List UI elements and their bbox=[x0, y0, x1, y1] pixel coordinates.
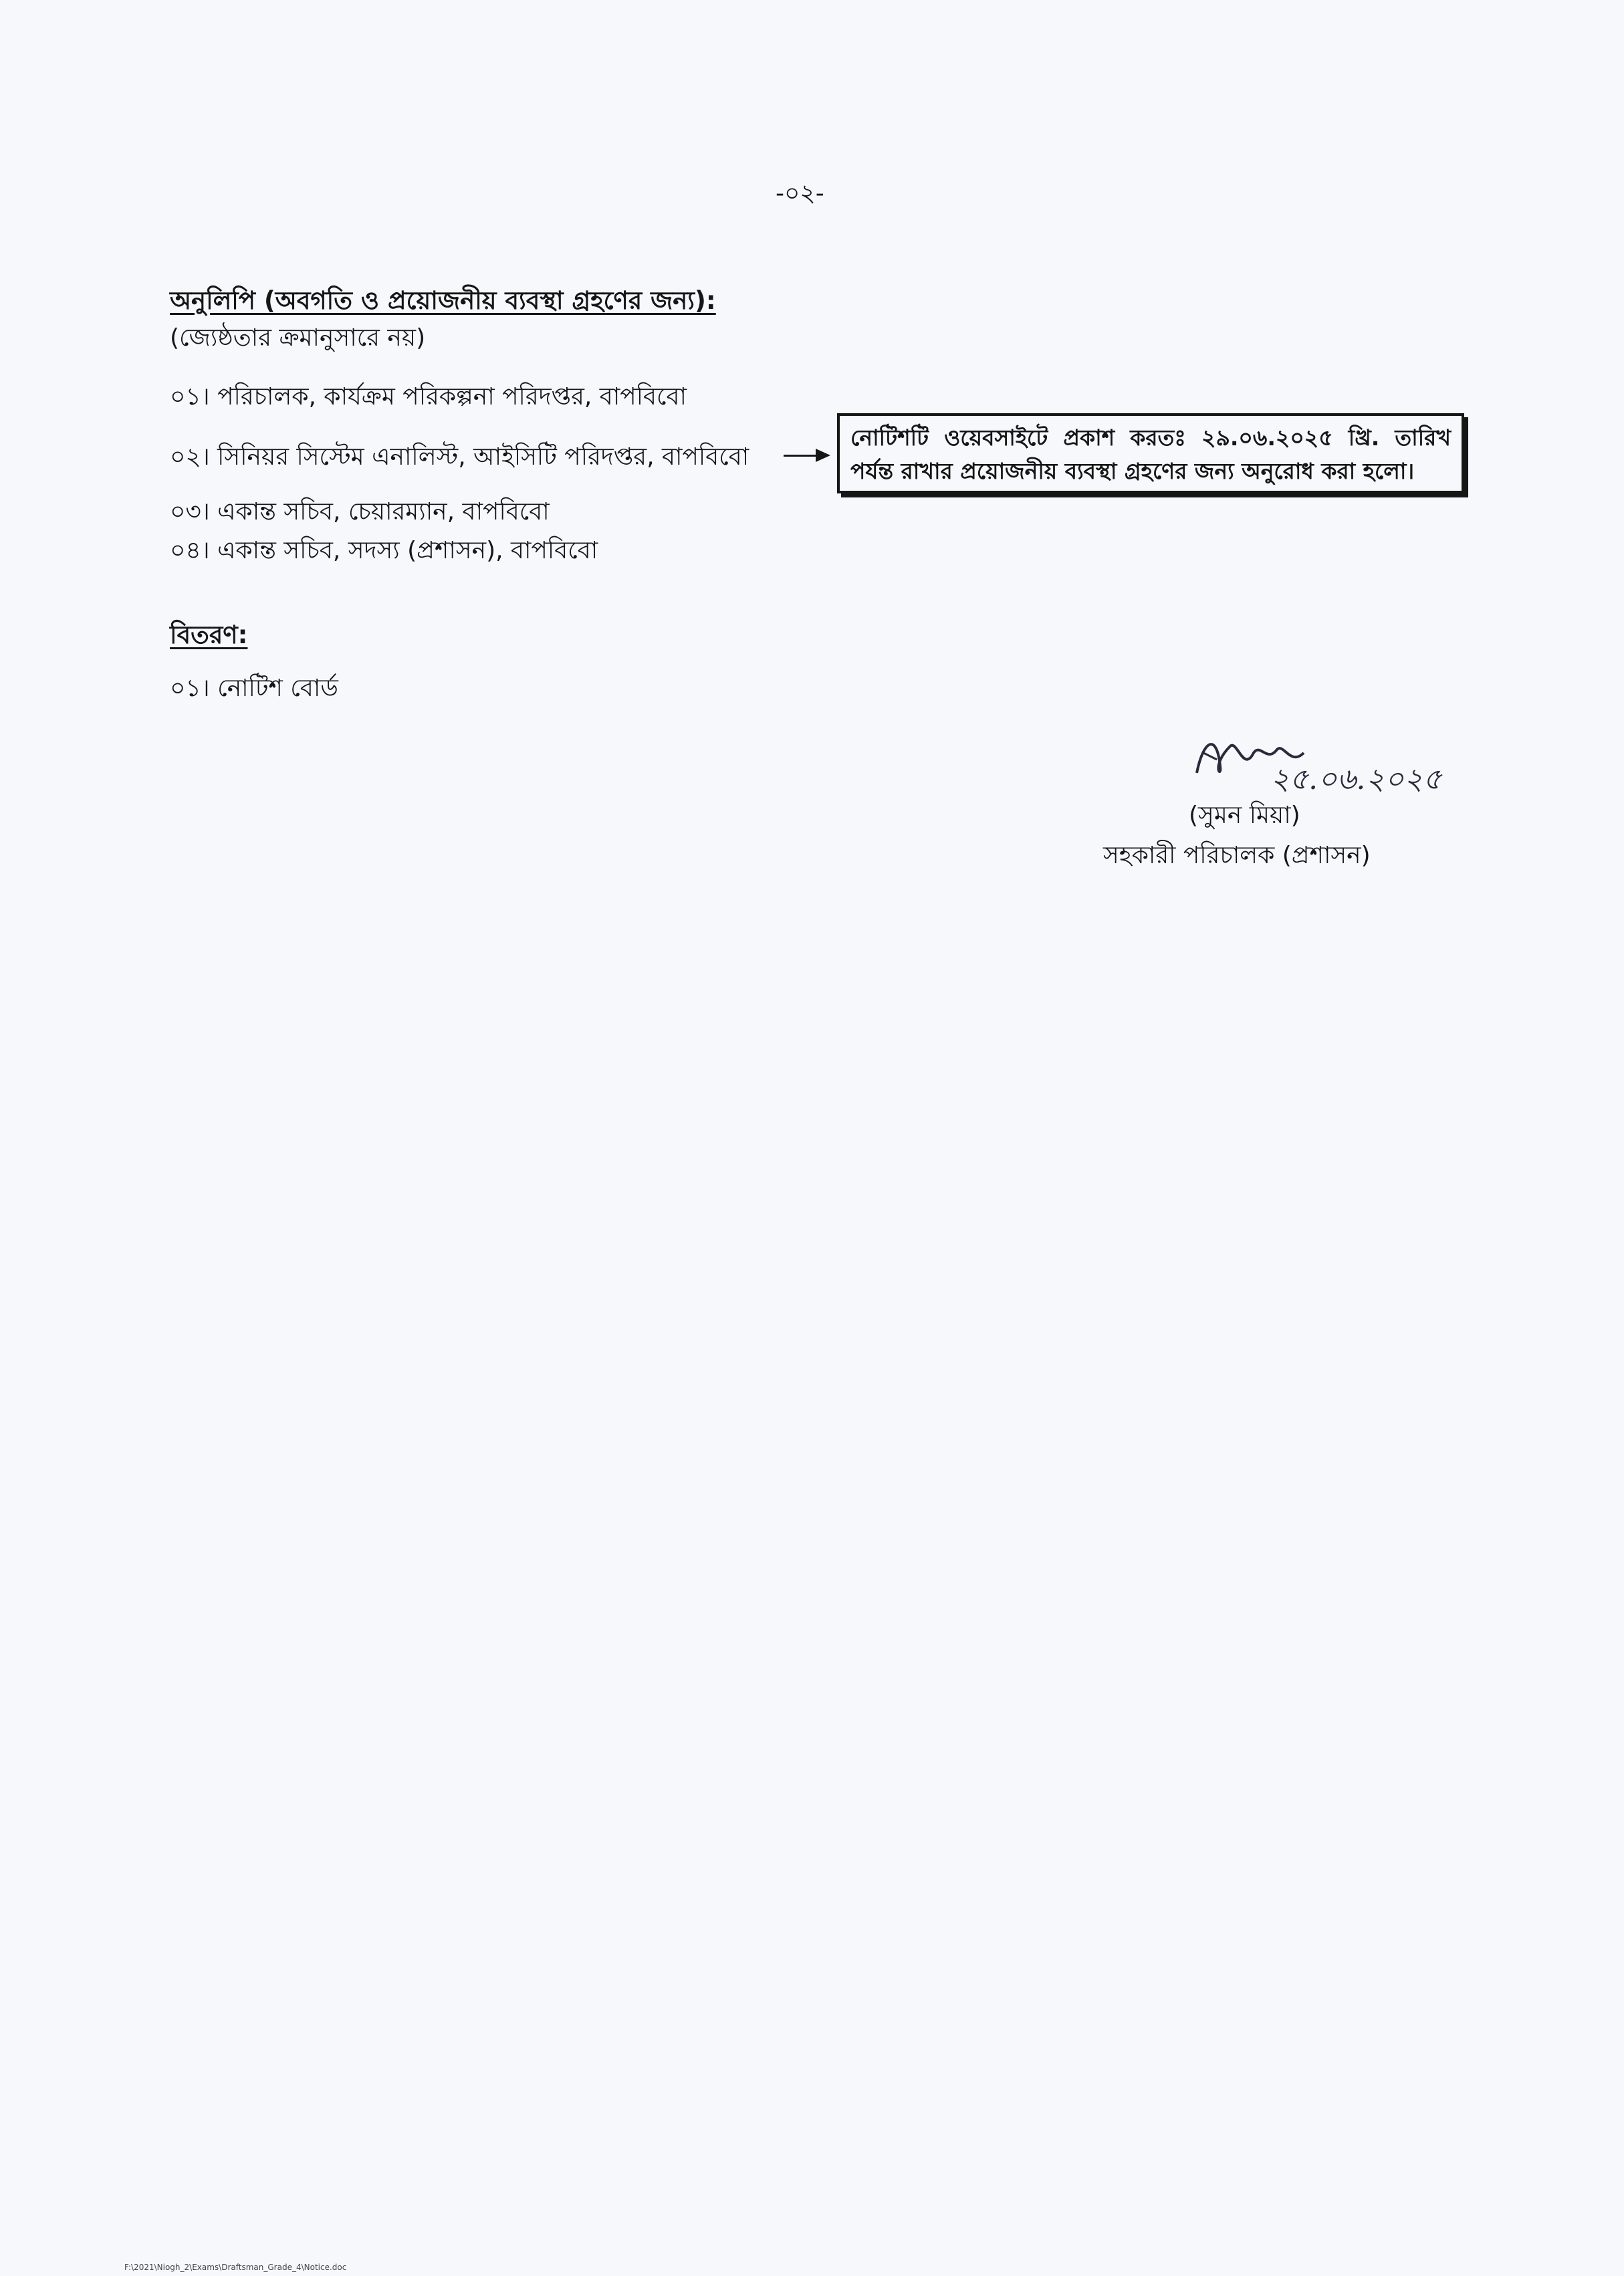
copy-item-2: ০২। সিনিয়র সিস্টেম এনালিস্ট, আইসিটি পরিদপ্তর, বাপবিবো bbox=[170, 443, 749, 471]
page-number: -০২- bbox=[776, 180, 824, 207]
distribution-heading: বিতরণ: bbox=[170, 620, 248, 649]
copy-note: (জ্যেষ্ঠতার ক্রমানুসারে নয়) bbox=[170, 324, 426, 352]
copy-item-1: ০১। পরিচালক, কার্যক্রম পরিকল্পনা পরিদপ্তর, বাপবিবো bbox=[170, 383, 687, 411]
footer-file-path: F:\2021\Niogh_2\Exams\Draftsman_Grade_4\Notice.doc bbox=[124, 2263, 347, 2272]
signatory-designation: সহকারী পরিচালক (প্রশাসন) bbox=[1103, 842, 1371, 869]
signatory-name: (সুমন মিয়া) bbox=[1189, 802, 1300, 829]
notice-box: নোটিশটি ওয়েবসাইটে প্রকাশ করতঃ ২৯.০৬.২০২৫ খ্রি. তারিখ পর্যন্ত রাখার প্রয়োজনীয় ব্যবস্থা গ্রহণের জন্য অনুরোধ করা হলো। bbox=[837, 413, 1464, 493]
copy-item-3: ০৩। একান্ত সচিব, চেয়ারম্যান, বাপবিবো bbox=[170, 498, 550, 526]
copy-item-4: ০৪। একান্ত সচিব, সদস্য (প্রশাসন), বাপবিবো bbox=[170, 537, 598, 564]
arrow-icon bbox=[784, 455, 828, 457]
copy-heading: অনুলিপি (অবগতি ও প্রয়োজনীয় ব্যবস্থা গ্রহণের জন্য): bbox=[170, 286, 716, 315]
distribution-item-1: ০১। নোটিশ বোর্ড bbox=[170, 675, 338, 702]
signature-date: ২৫.০৬.২০২৫ bbox=[1270, 762, 1442, 796]
